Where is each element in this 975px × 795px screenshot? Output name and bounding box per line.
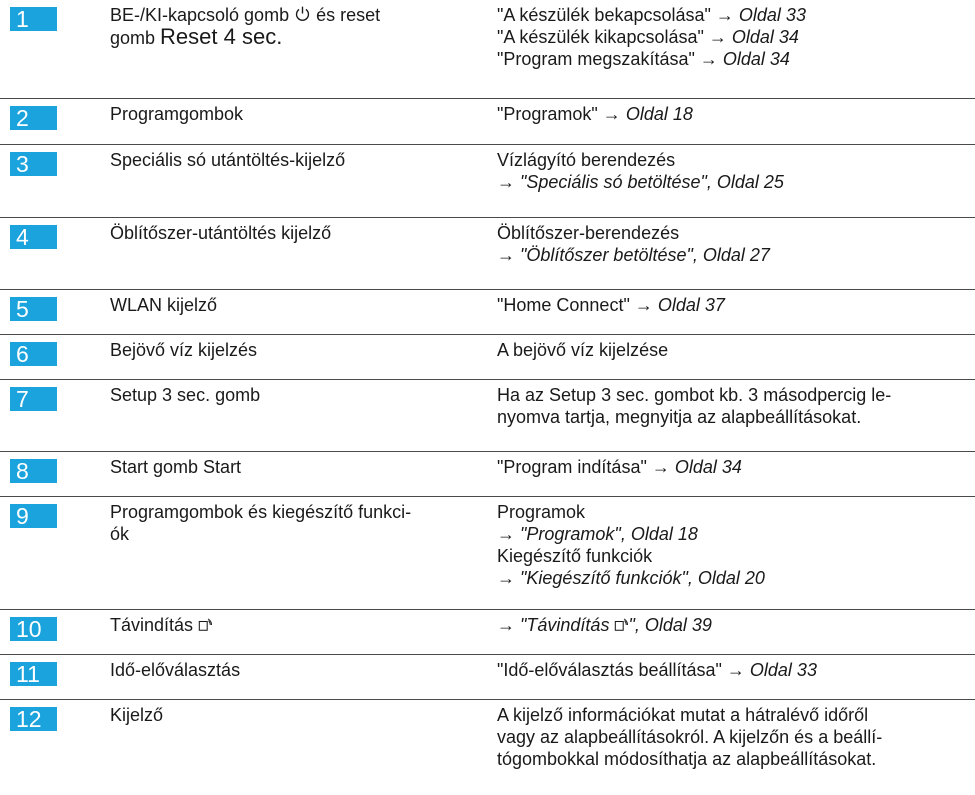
page-link[interactable]: ", Oldal 39 <box>628 615 712 635</box>
label-text: Start gomb <box>110 457 204 477</box>
row-label <box>110 704 490 726</box>
row-number-badge: 2 <box>10 106 57 130</box>
page-link[interactable]: "Öblítőszer betöltése", Oldal 27 <box>520 245 770 265</box>
label-text: és reset <box>316 5 381 25</box>
label-text: Távindítás <box>110 615 194 635</box>
reference-text: → <box>497 615 521 635</box>
label-text: Programgombok és kiegészítő funkci- <box>110 502 412 522</box>
row-label <box>110 614 490 636</box>
table-row <box>0 700 975 794</box>
reference-text: "A készülék kikapcsolása" → <box>497 27 732 47</box>
reference-text: gombot kb. 3 másodpercig le- <box>654 385 892 405</box>
row-reference <box>497 614 967 636</box>
row-reference <box>497 704 967 770</box>
reference-text: A kijelző információkat mutat a hátralévő időről <box>497 705 869 725</box>
table-row <box>0 99 975 145</box>
page-link[interactable]: Oldal 34 <box>731 27 799 47</box>
table-row <box>0 0 975 99</box>
table-row <box>0 452 975 497</box>
row-reference <box>497 501 967 589</box>
reference-text: "Home Connect" → <box>497 295 658 315</box>
remote-start-icon <box>614 618 628 632</box>
row-number-badge: 12 <box>10 707 57 731</box>
table-row <box>0 380 975 452</box>
page-link[interactable]: "Programok", Oldal 18 <box>520 524 698 544</box>
power-icon <box>294 5 311 22</box>
reference-text: Ha az <box>497 385 550 405</box>
reference-text: → <box>497 245 521 265</box>
row-label <box>110 501 490 545</box>
label-text: ók <box>110 524 130 544</box>
label-text: BE-/KI-kapcsoló gomb <box>110 5 295 25</box>
row-number-badge: 5 <box>10 297 57 321</box>
page-link[interactable]: Oldal 33 <box>749 660 817 680</box>
label-text: Programgombok <box>110 104 244 124</box>
row-number-badge: 6 <box>10 342 57 366</box>
reference-text: A bejövő víz kijelzése <box>497 340 669 360</box>
label-text: Speciális só utántöltés-kijelző <box>110 150 346 170</box>
reference-text: Kiegészítő funkciók <box>497 546 653 566</box>
reference-text: Programok <box>497 502 586 522</box>
page-link[interactable]: Oldal 33 <box>738 5 806 25</box>
page-link[interactable]: Oldal 18 <box>625 104 693 124</box>
reference-text: → <box>497 172 521 192</box>
row-number-badge: 8 <box>10 459 57 483</box>
label-text: Öblítőszer-utántöltés kijelző <box>110 223 332 243</box>
start-key-label: Start <box>203 457 242 477</box>
table-row <box>0 610 975 655</box>
label-text: Bejövő víz kijelzés <box>110 340 258 360</box>
reference-text: vagy az alapbeállításokról. A kijelzőn és a beállí- <box>497 727 883 747</box>
row-label <box>110 222 490 244</box>
row-reference <box>497 456 967 478</box>
page-link[interactable]: "Speciális só betöltése", Oldal 25 <box>520 172 784 192</box>
label-text: gomb <box>215 385 261 405</box>
row-reference <box>497 222 967 266</box>
table-row <box>0 145 975 218</box>
page-link[interactable]: Oldal 34 <box>722 49 790 69</box>
label-text: gomb <box>110 28 161 48</box>
reference-text: "A készülék bekapcsolása" → <box>497 5 739 25</box>
table-row <box>0 218 975 290</box>
page-link[interactable]: Oldal 34 <box>674 457 742 477</box>
page-link[interactable]: Oldal 37 <box>657 295 725 315</box>
page-link[interactable]: "Távindítás <box>520 615 615 635</box>
label-text: WLAN kijelző <box>110 295 218 315</box>
row-reference <box>497 4 967 70</box>
label-text: Idő-előválasztás <box>110 660 241 680</box>
table-row <box>0 335 975 380</box>
table-row <box>0 290 975 335</box>
reference-text: Öblítőszer-berendezés <box>497 223 680 243</box>
row-number-badge: 3 <box>10 152 57 176</box>
row-label <box>110 659 490 681</box>
row-number-badge: 10 <box>10 617 57 641</box>
row-label <box>110 339 490 361</box>
reference-text: Vízlágyító berendezés <box>497 150 676 170</box>
reference-text: "Program indítása" → <box>497 457 675 477</box>
table-row <box>0 655 975 700</box>
reference-text: "Program megszakítása" → <box>497 49 723 69</box>
row-reference <box>497 294 967 316</box>
row-number-badge: 9 <box>10 504 57 528</box>
reference-text: "Programok" → <box>497 104 626 124</box>
reference-text: → <box>497 568 521 588</box>
row-reference <box>497 659 967 681</box>
setup-key-label: Setup 3 sec. <box>110 385 211 405</box>
row-label <box>110 103 490 125</box>
row-label <box>110 149 490 171</box>
reference-text: nyomva tartja, megnyitja az alapbeállításokat. <box>497 407 862 427</box>
reset-key-label: Reset 4 sec. <box>160 24 283 49</box>
remote-start-icon <box>198 618 212 632</box>
row-number-badge: 1 <box>10 7 57 31</box>
row-reference <box>497 339 967 361</box>
reference-text: "Idő-előválasztás beállítása" → <box>497 660 750 680</box>
setup-key-label: Setup 3 sec. <box>549 385 650 405</box>
reference-text: tógombokkal módosíthatja az alapbeállításokat. <box>497 749 877 769</box>
row-label <box>110 294 490 316</box>
row-reference <box>497 149 967 193</box>
row-label <box>110 456 490 478</box>
row-reference <box>497 384 967 428</box>
reference-text: → <box>497 524 521 544</box>
row-label <box>110 384 490 406</box>
table-row <box>0 497 975 610</box>
label-text: Kijelző <box>110 705 164 725</box>
row-label <box>110 4 490 49</box>
row-number-badge: 7 <box>10 387 57 411</box>
page-link[interactable]: "Kiegészítő funkciók", Oldal 20 <box>520 568 765 588</box>
row-reference <box>497 103 967 125</box>
row-number-badge: 4 <box>10 225 57 249</box>
row-number-badge: 11 <box>10 662 57 686</box>
